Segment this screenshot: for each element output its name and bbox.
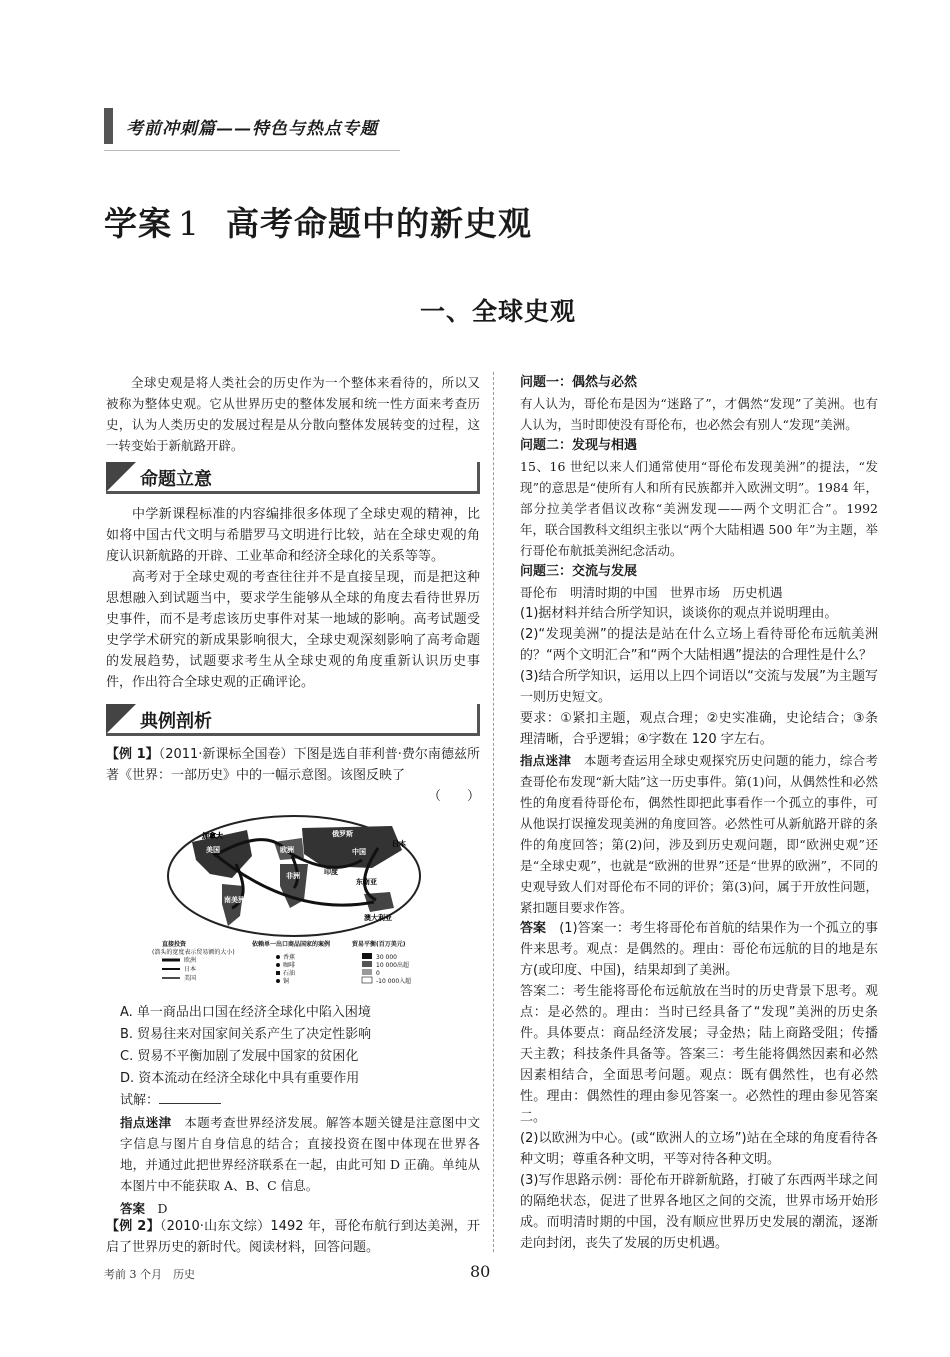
option-d: D. 资本流动在经济全球化中具有重要作用 bbox=[120, 1071, 360, 1086]
example1-stem bbox=[106, 744, 480, 807]
section-head-label: 典例剖析 bbox=[140, 711, 212, 732]
legend1-item: 日本 bbox=[184, 966, 197, 973]
map-label: 印度 bbox=[324, 868, 338, 876]
series-rule bbox=[104, 150, 400, 151]
question2-text: 15、16 世纪以来人们通常使用“哥伦布发现美洲”的提法，“发现”的意思是“使所有人和所有民族都并入欧洲文明”。1984 年，部分拉美学者倡议改称“美洲发现——两个文明汇合”。1992 年，联合国教科文组织主张以“两个大陆相遇 500 年”为主题，举行哥伦布航抵美洲纪念活动。 bbox=[520, 459, 878, 558]
legend3-item: 30 000 bbox=[376, 954, 397, 961]
guide-text: 本题考查运用全球史观探究历史问题的能力，综合考查哥伦布发现“新大陆”这一历史事件。第(1)问，从偶然性和必然性的角度看待哥伦布，偶然性即把此事看作一个孤立的事件，可从他误打误撞发现美洲的角度回答。必然性可从新航路开辟的条件的角度回答；第(2)问，涉及到历史观问题，即“欧洲史观”还是“全球史观”，也就是“欧洲的世界”还是“世界的欧洲”，不同的史观导致人们对哥伦布不同的评价；第(3)问，属于开放性问题，紧扣题目要求作答。 bbox=[520, 753, 878, 915]
legend3-item: 10 000出超 bbox=[376, 962, 409, 969]
map-label: 东南亚 bbox=[356, 878, 377, 886]
mingti-para-2: 高考对于全球史观的考查往往并不是直接呈现，而是把这种思想融入到试题当中，要求学生能够从全球的角度去看待世界历史事件，而不是考虑该历史事件对某一地域的影响。高考试题受史学学术研究的新成果影响很大，全球史观深刻影响了高考命题的发展趋势，试题要求考生从全球史观的角度重新认识历史事件，作出符合全球史观的正确评论。 bbox=[106, 570, 480, 690]
example1-tag: 【例 1】 bbox=[106, 747, 159, 762]
example1-guide bbox=[106, 1112, 480, 1219]
series-bar-accent bbox=[104, 108, 113, 144]
example1-options bbox=[106, 1002, 480, 1112]
answer-1: (1)答案一：考生将哥伦布首航的结果作为一个孤立的事件来思考。观点：是偶然的。理由：哥伦布远航的目的地是东方(或印度、中国)，结果却到了美洲。 bbox=[520, 921, 878, 978]
legend2-item: 香蕉 bbox=[283, 954, 296, 961]
map-label: 加拿大 bbox=[202, 832, 223, 840]
legend2-item: 石油 bbox=[283, 970, 296, 977]
question1-heading: 问题一：偶然与必然 bbox=[520, 375, 638, 390]
mingti-para-1: 中学新课程标准的内容编排很多体现了全球史观的精神，比如将中国古代文明与希腊罗马文明进行比较，站在全球史观的角度认识新航路的开辟、工业革命和经济全球化的关系等等。 bbox=[106, 507, 480, 564]
option-b: B. 贸易往来对国家间关系产生了决定性影响 bbox=[120, 1027, 372, 1042]
option-c: C. 贸易不平衡加剧了发展中国家的贫困化 bbox=[120, 1049, 359, 1064]
section-head-marker-icon bbox=[106, 462, 136, 492]
map-label: 俄罗斯 bbox=[332, 830, 353, 838]
legend3-title: 贸易平衡(百万美元) bbox=[352, 941, 406, 948]
intro-text: 全球史观是将人类社会的历史作为一个整体来看待的，所以又被称为整体史观。它从世界历史的整体发展和统一性方面来考查历史，认为人类历史的发展过程是从分散向整体发展转变的过程，这一转变始于新航路开辟。 bbox=[106, 375, 480, 453]
page-title bbox=[104, 198, 532, 245]
question1-text: 有人认为，哥伦布是因为“迷路了”，才偶然“发现”了美洲。也有人认为，当时即使没有哥伦布，也必然会有别人“发现”美洲。 bbox=[520, 396, 878, 432]
section-head-dianli bbox=[106, 704, 480, 738]
guide-text: 本题考查世界经济发展。解答本题关键是注意图中文字信息与图片自身信息的结合；直接投资在图中体现在世界各地，并通过此把世界经济联系在一起，由此可知 D 正确。单纯从本图片中不能获取 A、B、C 信息。 bbox=[120, 1115, 480, 1193]
answer-2: (2)以欧洲为中心。(或“欧洲人的立场”)站在全球的角度看待各种文明；尊重各种文明，平等对待各种文明。 bbox=[520, 1131, 878, 1167]
title-text: 高考命题中的新史观 bbox=[226, 204, 532, 243]
map-label: 美国 bbox=[206, 846, 220, 854]
question3-words: 哥伦布 明清时期的中国 世界市场 历史机遇 bbox=[520, 585, 783, 600]
example2-stem-text: （2010·山东文综）1492 年，哥伦布航行到达美洲，开启了世界历史的新时代。阅读材料，回答问题。 bbox=[106, 1219, 480, 1255]
example2-stem bbox=[106, 1216, 480, 1258]
map-label: 非洲 bbox=[286, 872, 300, 880]
answer-label: 答案 bbox=[120, 1201, 146, 1216]
mingti-body bbox=[106, 504, 480, 693]
section-head-marker-icon bbox=[106, 704, 136, 734]
ask-1: (1)据材料并结合所学知识，谈谈你的观点并说明理由。 bbox=[520, 606, 838, 621]
map-label: 中国 bbox=[352, 848, 366, 856]
title-number: 1 bbox=[178, 204, 200, 243]
legend2-title: 依赖单一出口商品国家的案例 bbox=[252, 941, 331, 948]
answer-1b: 答案二：考生能将哥伦布远航放在当时的历史背景下思考。观点：是必然的。理由：当时已经具备了“发现”美洲的历史条件。具体要点：商品经济发展；寻金热；陆上商路受阻；传播天主教；科技条件具备等。答案三：考生能将偶然因素和必然因素相结合，全面思考问题。观点：既有偶然性，也有必然性。理由：偶然性的理由参见答案一。必然性的理由参见答案二。 bbox=[520, 984, 878, 1125]
world-trade-map bbox=[152, 808, 436, 994]
option-a: A. 单一商品出口国在经济全球化中陷入困境 bbox=[120, 1005, 371, 1020]
legend1-title: 直接投资 bbox=[162, 941, 187, 948]
section-title: 一、全球史观 bbox=[420, 297, 577, 326]
footer-label: 考前 3 个月 历史 bbox=[104, 1268, 195, 1281]
section-head-mingti bbox=[106, 462, 480, 496]
answer-label: 答案 bbox=[520, 921, 547, 936]
example1-stem-text: （2011·新课标全国卷）下图是选自菲利普·费尔南德兹所著《世界：一部历史》中的一幅示意图。该图反映了 bbox=[106, 747, 480, 783]
example1-paren: （ ） bbox=[427, 789, 480, 804]
answer-3: (3)写作思路示例：哥伦布开辟新航路，打破了东西两半球之间的隔绝状态，促进了世界各地区之间的交流，世界市场开始形成。而明清时期的中国，没有顺应世界历史发展的潮流，逐渐走向封闭，丧失了发展的历史机遇。 bbox=[520, 1173, 878, 1251]
try-answer-line bbox=[120, 1090, 480, 1112]
guide-label: 指点迷津 bbox=[520, 753, 572, 768]
page-number: 80 bbox=[470, 1262, 491, 1281]
example2-tag: 【例 2】 bbox=[106, 1219, 160, 1234]
series-header bbox=[104, 106, 400, 146]
legend2-item: 铜 bbox=[283, 978, 290, 985]
series-label: 考前冲刺篇——特色与热点专题 bbox=[126, 119, 378, 139]
legend1-item: 美国 bbox=[184, 975, 197, 982]
map-label: 日本 bbox=[392, 840, 406, 848]
legend3-item: 0 bbox=[376, 970, 380, 977]
legend1-note: (箭头的宽度表示贸易额的大小) bbox=[152, 949, 235, 956]
legend3-item: -10 000入超 bbox=[376, 978, 412, 985]
intro-block bbox=[106, 372, 480, 456]
legend1-item: 欧洲 bbox=[184, 957, 197, 964]
right-column bbox=[520, 372, 878, 1254]
ask-2: (2)“发现美洲”的提法是站在什么立场上看待哥伦布远航美洲的？“两个文明汇合”和“两个大陆相遇”提法的合理性是什么？ bbox=[520, 627, 878, 663]
title-prefix: 学案 bbox=[104, 204, 172, 243]
question2-heading: 问题二：发现与相遇 bbox=[520, 438, 638, 453]
map-label: 澳大利亚 bbox=[364, 914, 392, 922]
try-answer-label: 试解： bbox=[120, 1093, 160, 1108]
legend2-item: 咖啡 bbox=[283, 962, 296, 969]
question3-heading: 问题三：交流与发展 bbox=[520, 564, 638, 579]
requirements: 要求：①紧扣主题，观点合理；②史实准确，史论结合；③条理清晰，合乎逻辑；④字数在 120 字左右。 bbox=[520, 711, 878, 747]
guide-label: 指点迷津 bbox=[120, 1115, 172, 1130]
map-label: 欧洲 bbox=[280, 846, 294, 854]
column-divider bbox=[493, 372, 494, 1252]
map-label: 南美洲 bbox=[224, 896, 245, 904]
ask-3: (3)结合所学知识，运用以上四个词语以“交流与发展”为主题写一则历史短文。 bbox=[520, 669, 878, 705]
try-answer-blank[interactable] bbox=[159, 1103, 221, 1104]
section-head-label: 命题立意 bbox=[140, 469, 212, 490]
answer-value: D bbox=[157, 1201, 168, 1216]
